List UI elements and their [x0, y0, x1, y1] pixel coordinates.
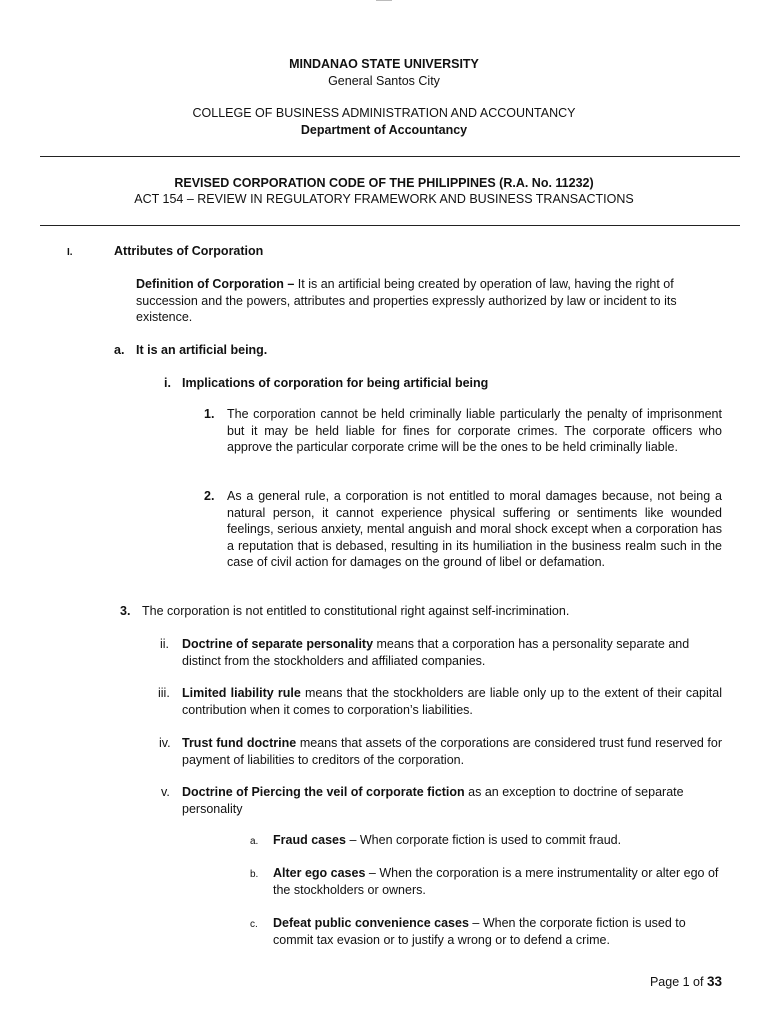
department-name: Department of Accountancy [300, 123, 468, 137]
doctrine-iii-text: means that the stockholders are liable only up to the extent of their capital contribution when it comes to corporation’s liabilities. [182, 686, 722, 717]
item-a-title: It is an artificial being. [136, 343, 268, 357]
implication-3-marker: 3. [120, 604, 131, 618]
header-divider-top [40, 156, 740, 157]
case-b-marker: b. [250, 869, 259, 880]
case-c-term: Defeat public convenience cases [273, 916, 469, 930]
definition-text: It is an artificial being created by operation of law, having the right of succession and the powers, attributes and properties expressly authorized by law or incident to its existence. [136, 277, 677, 324]
definition-paragraph [136, 276, 702, 326]
section-title: Attributes of Corporation [114, 244, 264, 258]
section-number: I. [67, 247, 73, 258]
case-b-paragraph [273, 865, 723, 898]
implication-1-marker: 1. [204, 407, 215, 421]
item-a-i-marker: i. [164, 376, 171, 390]
course-subtitle: ACT 154 – REVIEW IN REGULATORY FRAMEWORK AND BUSINESS TRANSACTIONS [134, 192, 634, 206]
page-number-prefix: Page 1 of [649, 975, 707, 989]
implication-2-marker: 2. [204, 489, 215, 503]
case-b-term: Alter ego cases [273, 866, 366, 880]
doctrine-iv-term: Trust fund doctrine [182, 736, 297, 750]
implication-1-text: The corporation cannot be held criminally liable particularly the penalty of imprisonment but it may be held liable for fines for corporate crimes. The corporate officers who approve the particular corporate crime will be the ones to be held criminally liable. [227, 407, 722, 454]
doctrine-v-marker: v. [161, 785, 170, 799]
case-a-paragraph [273, 832, 723, 849]
doctrine-ii-paragraph [182, 636, 727, 669]
page-top-mark [376, 0, 392, 1]
page-number-total: 33 [706, 974, 722, 989]
university-name: MINDANAO STATE UNIVERSITY [289, 57, 479, 71]
university-city: General Santos City [328, 74, 440, 88]
doctrine-ii-text: means that a corporation has a personality separate and distinct from the stockholders and affiliated companies. [182, 637, 690, 668]
case-c-text: – When the corporate fiction is used to commit tax evasion or to justify a wrong or to defend a crime. [273, 916, 686, 947]
case-c-paragraph [273, 915, 723, 948]
course-title: REVISED CORPORATION CODE OF THE PHILIPPINES (R.A. No. 11232) [174, 176, 594, 190]
case-a-marker: a. [250, 836, 259, 847]
doctrine-iii-marker: iii. [158, 686, 170, 700]
doctrine-iv-text: means that assets of the corporations are considered trust fund reserved for payment of liabilities to creditors of the corporation. [182, 736, 722, 767]
item-a-marker: a. [114, 343, 125, 357]
page-number [600, 974, 722, 991]
case-a-text: – When corporate fiction is used to commit fraud. [345, 833, 622, 847]
case-b-text: – When the corporation is a mere instrumentality or alter ego of the stockholders or owners. [273, 866, 719, 897]
definition-term: Definition of Corporation – [136, 277, 295, 291]
header-divider-bottom [40, 225, 740, 226]
doctrine-iii-term: Limited liability rule [182, 686, 301, 700]
case-a-term: Fraud cases [273, 833, 346, 847]
item-a-i-title: Implications of corporation for being artificial being [182, 376, 489, 390]
doctrine-ii-marker: ii. [160, 637, 170, 651]
doctrine-iv-paragraph [182, 735, 722, 768]
doctrine-v-text: as an exception to doctrine of separate personality [182, 785, 684, 816]
case-c-marker: c. [250, 919, 258, 930]
college-name: COLLEGE OF BUSINESS ADMINISTRATION AND ACCOUNTANCY [192, 106, 576, 120]
doctrine-iii-paragraph [182, 685, 722, 718]
doctrine-v-term: Doctrine of Piercing the veil of corporate fiction [182, 785, 465, 799]
doctrine-v-paragraph [182, 784, 744, 817]
implication-2-text: As a general rule, a corporation is not entitled to moral damages because, not being a natural person, it cannot experience physical suffering or sentiments like wounded feelings, serious anxiety, mental anguish and moral shock except when a corporation has a reputation that is debased, resulting in its humiliation in the business realm such in the case of civil action for damages on the ground of libel or defamation. [227, 489, 722, 569]
doctrine-iv-marker: iv. [159, 736, 171, 750]
implication-3-text: The corporation is not entitled to constitutional right against self-incrimination. [142, 604, 570, 618]
doctrine-ii-term: Doctrine of separate personality [182, 637, 374, 651]
